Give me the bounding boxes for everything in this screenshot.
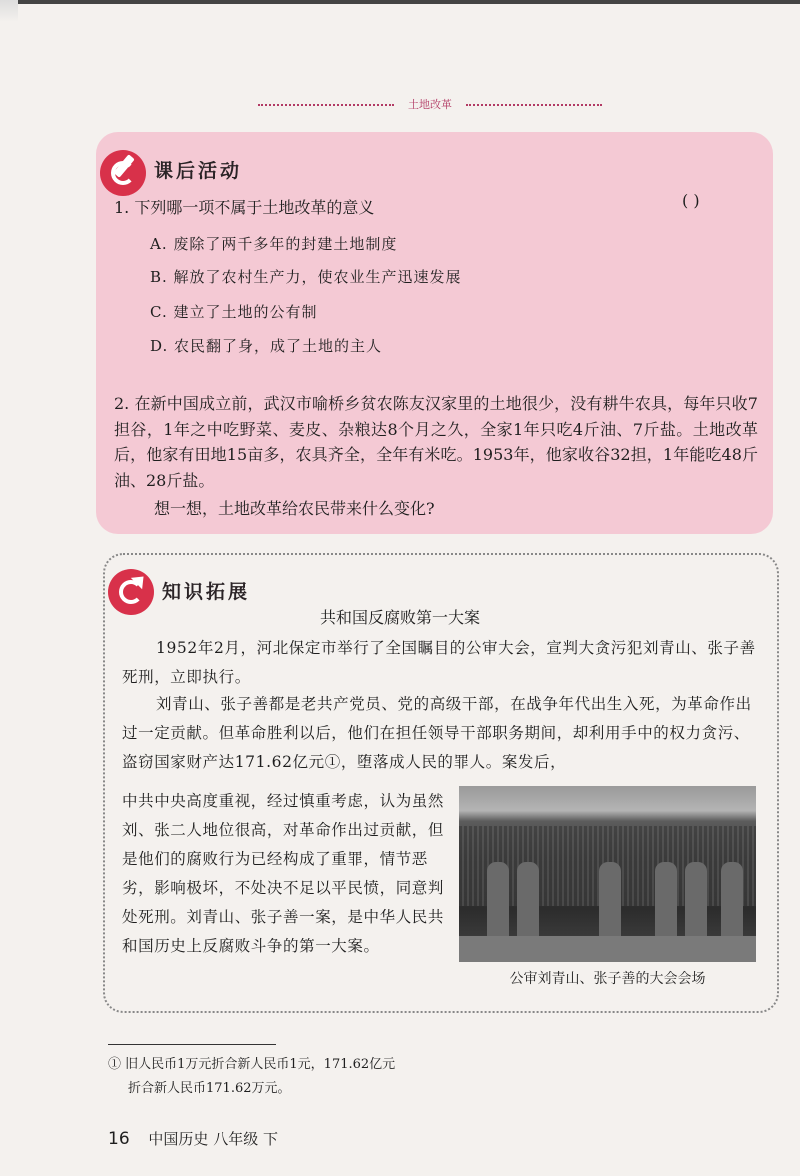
book-title: 中国历史 八年级 下 (148, 1130, 278, 1148)
article-title: 共和国反腐败第一大案 (319, 608, 480, 627)
trial-assembly-photo (459, 786, 756, 962)
question-1-answer-blank: ( ) (682, 191, 700, 210)
option-b: B. 解放了农村生产力，使农业生产迅速发展 (150, 268, 462, 286)
activity-pen-icon (100, 150, 146, 196)
question-2-text: 2. 在新中国成立前，武汉市喻桥乡贫农陈友汉家里的土地很少，没有耕牛农具，每年只收7担谷，1年之中吃野菜、麦皮、杂粮达8个月之久，全家1年只吃4斤油、7斤盐。土地改革后，他家有田地15亩多，农具齐全，全年有米吃。1953年，他家收谷32担，1年能吃48斤油、28斤盐。 (114, 394, 758, 490)
page-number: 16 (108, 1129, 130, 1149)
header-dots-right (466, 104, 602, 106)
option-c: C. 建立了土地的公有制 (150, 303, 318, 321)
footnote-rule (108, 1044, 276, 1045)
question-1-stem: 1. 下列哪一项不属于土地改革的意义 (114, 198, 375, 217)
option-a: A. 废除了两千多年的封建土地制度 (150, 235, 398, 253)
option-d: D. 农民翻了身，成了土地的主人 (150, 337, 383, 355)
header-dots-left (258, 104, 394, 106)
header-section-label: 土地改革 (404, 98, 456, 111)
running-header (258, 96, 602, 112)
footnote-line-1: ① 旧人民币1万元折合新人民币1元，171.62亿元 (108, 1057, 396, 1072)
knowledge-title: 知识拓展 (162, 581, 251, 603)
page-footer (108, 1128, 278, 1149)
footnote-line-2: 折合新人民币171.62万元。 (128, 1081, 291, 1096)
footnote (108, 1053, 395, 1101)
top-border (0, 0, 800, 4)
article-paragraph-2: 刘青山、张子善都是老共产党员、党的高级干部，在战争年代出生入死，为革命作出过一定贡献。但革命胜利以后，他们在担任领导干部职务期间，却利用手中的权力贪污、盗窃国家财产达171.62亿元①，堕落成人民的罪人。案发后， (122, 695, 752, 771)
article-paragraph-3: 中共中央高度重视，经过慎重考虑，认为虽然刘、张二人地位很高，对革命作出过贡献，但是他们的腐败行为已经构成了重罪，情节恶劣，影响极坏，不处决不足以平民愤，同意判处死刑。刘青山、张子善一案，是中华人民共和国历史上反腐败斗争的第一大案。 (122, 792, 445, 955)
article-paragraph-1: 1952年2月，河北保定市举行了全国瞩目的公审大会，宣判大贪污犯刘青山、张子善死刑，立即执行。 (122, 639, 756, 686)
activity-title: 课后活动 (154, 160, 243, 182)
question-2-prompt: 想一想，土地改革给农民带来什么变化? (154, 499, 435, 518)
photo-caption: 公审刘青山、张子善的大会会场 (509, 971, 706, 987)
